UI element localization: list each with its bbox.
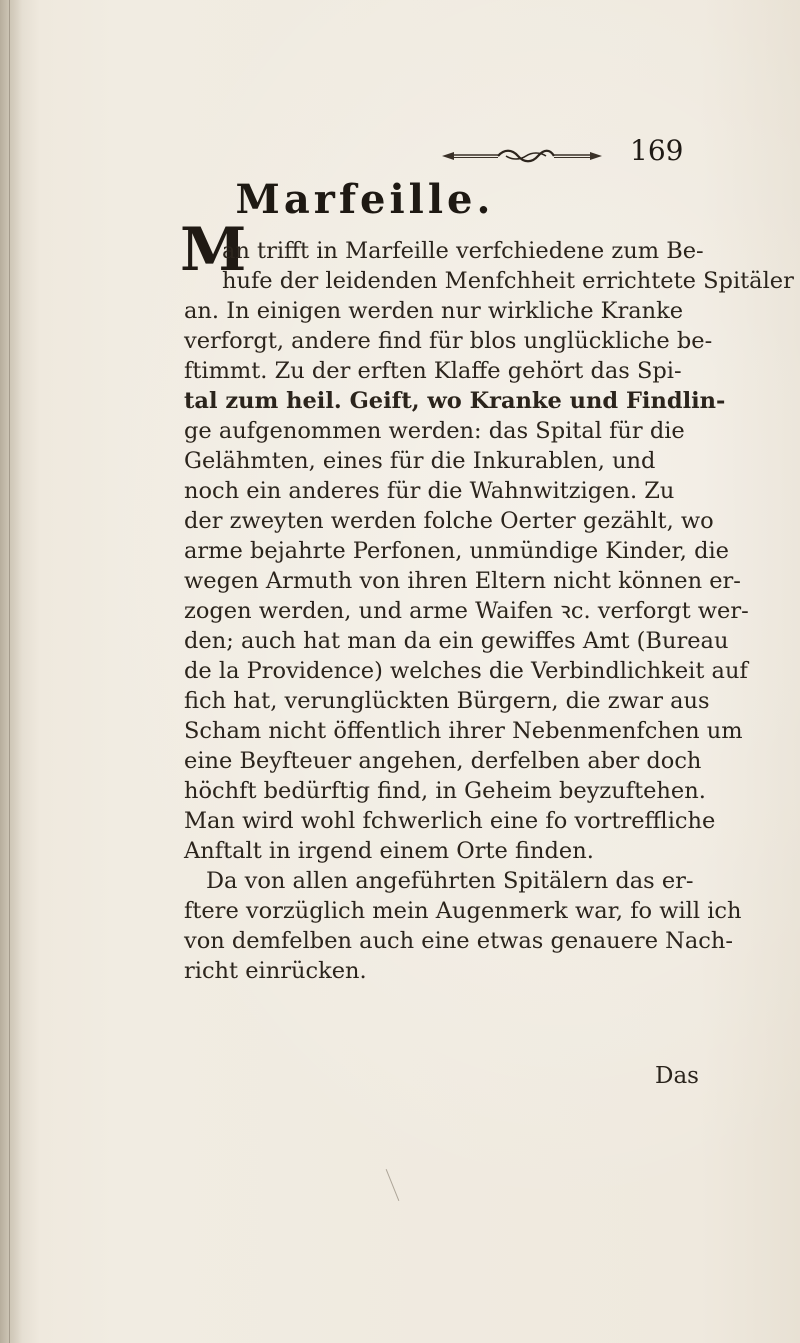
text-line: Anftalt in irgend einem Orte finden. <box>184 838 594 864</box>
text-line: zogen werden, und arme Waifen ꝛc. verforgt wer- <box>184 598 749 624</box>
page-heading: Marfeille. <box>235 176 495 223</box>
text-line: eine Beyfteuer angehen, derfelben aber doch <box>184 748 702 774</box>
text-line: ftere vorzüglich mein Augenmerk war, fo will ich <box>184 898 742 924</box>
page-gutter <box>0 0 22 1343</box>
paper-mark <box>386 1169 400 1201</box>
catchword: Das <box>655 1063 699 1089</box>
drop-cap: M <box>180 215 247 285</box>
text-line: arme bejahrte Perfonen, unmündige Kinder, die <box>184 538 729 564</box>
text-line: an trifft in Marfeille verfchiedene zum Be- <box>222 238 704 264</box>
text-line: höchft bedürftig find, in Geheim beyzuftehen. <box>184 778 706 804</box>
header-ornament <box>440 146 608 166</box>
text-line: Man wird wohl fchwerlich eine fo vortreffliche <box>184 808 716 834</box>
text-line: fich hat, verunglückten Bürgern, die zwar aus <box>184 688 710 714</box>
text-line: ge aufgenommen werden: das Spital für die <box>184 418 685 444</box>
text-line: ftimmt. Zu der erften Klaffe gehört das Spi- <box>184 358 682 384</box>
text-line: wegen Armuth von ihren Eltern nicht können er- <box>184 568 741 594</box>
text-line: richt einrücken. <box>184 958 367 984</box>
text-line: Scham nicht öffentlich ihrer Nebenmenfchen um <box>184 718 743 744</box>
text-line: den; auch hat man da ein gewiffes Amt (Bureau <box>184 628 729 654</box>
text-line: der zweyten werden folche Oerter gezählt, wo <box>184 508 714 534</box>
text-line: von demfelben auch eine etwas genauere Nach- <box>184 928 733 954</box>
text-line: de la Providence) welches die Verbindlichkeit auf <box>184 658 748 684</box>
text-line: verforgt, andere find für blos unglückliche be- <box>184 328 713 354</box>
text-line: hufe der leidenden Menfchheit errichtete Spitäler <box>222 268 794 294</box>
page-number: 169 <box>630 134 684 167</box>
text-line: tal zum heil. Geift, wo Kranke und Findlin- <box>184 388 726 414</box>
text-line: an. In einigen werden nur wirkliche Kranke <box>184 298 684 324</box>
text-line: Da von allen angeführten Spitälern das er- <box>206 868 694 894</box>
text-line: Gelähmten, eines für die Inkurablen, und <box>184 448 656 474</box>
text-line: noch ein anderes für die Wahnwitzigen. Zu <box>184 478 675 504</box>
gutter-rule <box>9 0 10 1343</box>
